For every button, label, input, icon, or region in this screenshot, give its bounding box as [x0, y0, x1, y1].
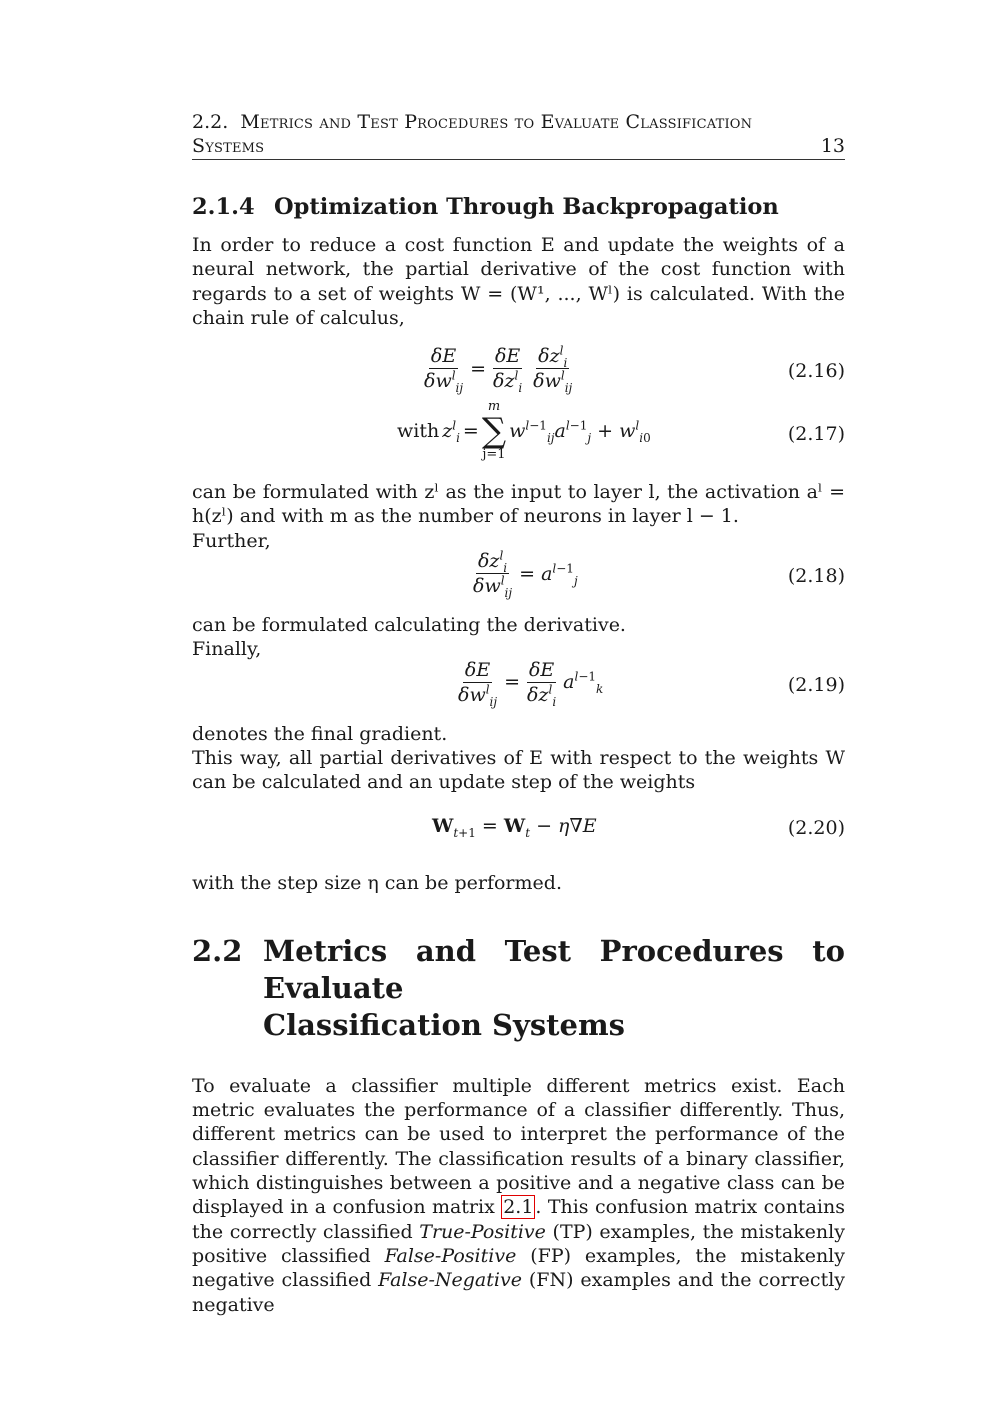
equation-2-17: with $z^l_i$ = m ∑ j=1 $w^{l-1}_{ij}a^{l-1}_j + w^l_{i0}$ (2.17): [397, 399, 845, 463]
section-paragraph: To evaluate a classifier multiple different metrics exist. Each metric evaluates the performance of a classifier differently. Thus, different metrics can be used to interpret the performance of the classifier differently. The classification results of a binary classifier, which distinguishes between a positive and a negative class can be displayed in a confusion matrix 2.1 . This confusion matrix contains the correctly classified True-Positive (TP) examples, the mistakenly positive classified False-Positive (FP) examples, the mistakenly negative classified False-Negative (FN) examples and the correctly negative: [192, 1074, 846, 1316]
paragraph-7: This way, all partial derivatives of E with respect to the weights W can be calculated and an update step of the weights: [192, 746, 845, 794]
with-word: with: [397, 420, 440, 443]
figure-reference-link[interactable]: 2.1: [503, 1196, 534, 1219]
running-header: [192, 110, 845, 160]
section-number: 2.2: [192, 933, 243, 968]
paragraph-8: with the step size η can be performed.: [192, 871, 562, 894]
page-number: 13: [820, 135, 845, 157]
paragraph-3: Further,: [192, 529, 271, 552]
paragraph-1: In order to reduce a cost function E and update the weights of a neural network, the partial derivative of the cost function with regards to a set of weights W = (W¹, ..., Wˡ) is calculated. With the chain rule of calculus,: [192, 234, 845, 329]
subsection-number: 2.1.4: [192, 194, 255, 220]
paragraph-6: denotes the final gradient.: [192, 722, 448, 745]
header-title-line1: Metrics and Test Procedures to Evaluate Classification: [240, 111, 753, 133]
equation-number: (2.19): [787, 673, 845, 696]
header-section: 2.2.: [192, 111, 229, 133]
equation-2-20: $W_{t+1} = W_t - \eta\nabla E$ (2.20): [432, 814, 845, 840]
equation-number: (2.18): [787, 565, 845, 588]
section-heading: [192, 933, 845, 1044]
equation-2-16: $\frac{\delta E}{\delta w^l_{ij}}$ = $\frac{\delta E}{\delta z^l_i}$ $\frac{\delta z^l_i}{\delta w^l_{ij}}$ (2.16): [424, 343, 845, 395]
paragraph-5: Finally,: [192, 638, 262, 661]
equation-number: (2.17): [787, 423, 845, 446]
equation-2-19: $\frac{\delta E}{\delta w^l_{ij}}$ = $\frac{\delta E}{\delta z^l_i}$ $a^{l-1}_k$ (2.19): [458, 658, 845, 709]
equation-number: (2.16): [787, 360, 845, 383]
summation-sign: m ∑ j=1: [481, 399, 507, 463]
section-title-line1: Metrics and Test Procedures to Evaluate: [263, 933, 845, 1005]
section-title-line2: Classification Systems: [263, 1007, 626, 1042]
paragraph-2: can be formulated with zˡ as the input to layer l, the activation aˡ = h(zˡ) and with m as the number of neurons in layer l − 1.: [192, 481, 845, 528]
equation-number: (2.20): [787, 816, 845, 839]
page: [192, 110, 845, 1317]
paragraph-4: can be formulated calculating the derivative.: [192, 614, 626, 637]
subsection-heading: [192, 193, 845, 221]
subsection-title: Optimization Through Backpropagation: [274, 194, 779, 220]
equation-2-18: $\frac{\delta z^l_i}{\delta w^l_{ij}}$ = $a^{l-1}_j$ (2.18): [473, 548, 845, 600]
header-title-line2: Systems: [192, 135, 265, 157]
